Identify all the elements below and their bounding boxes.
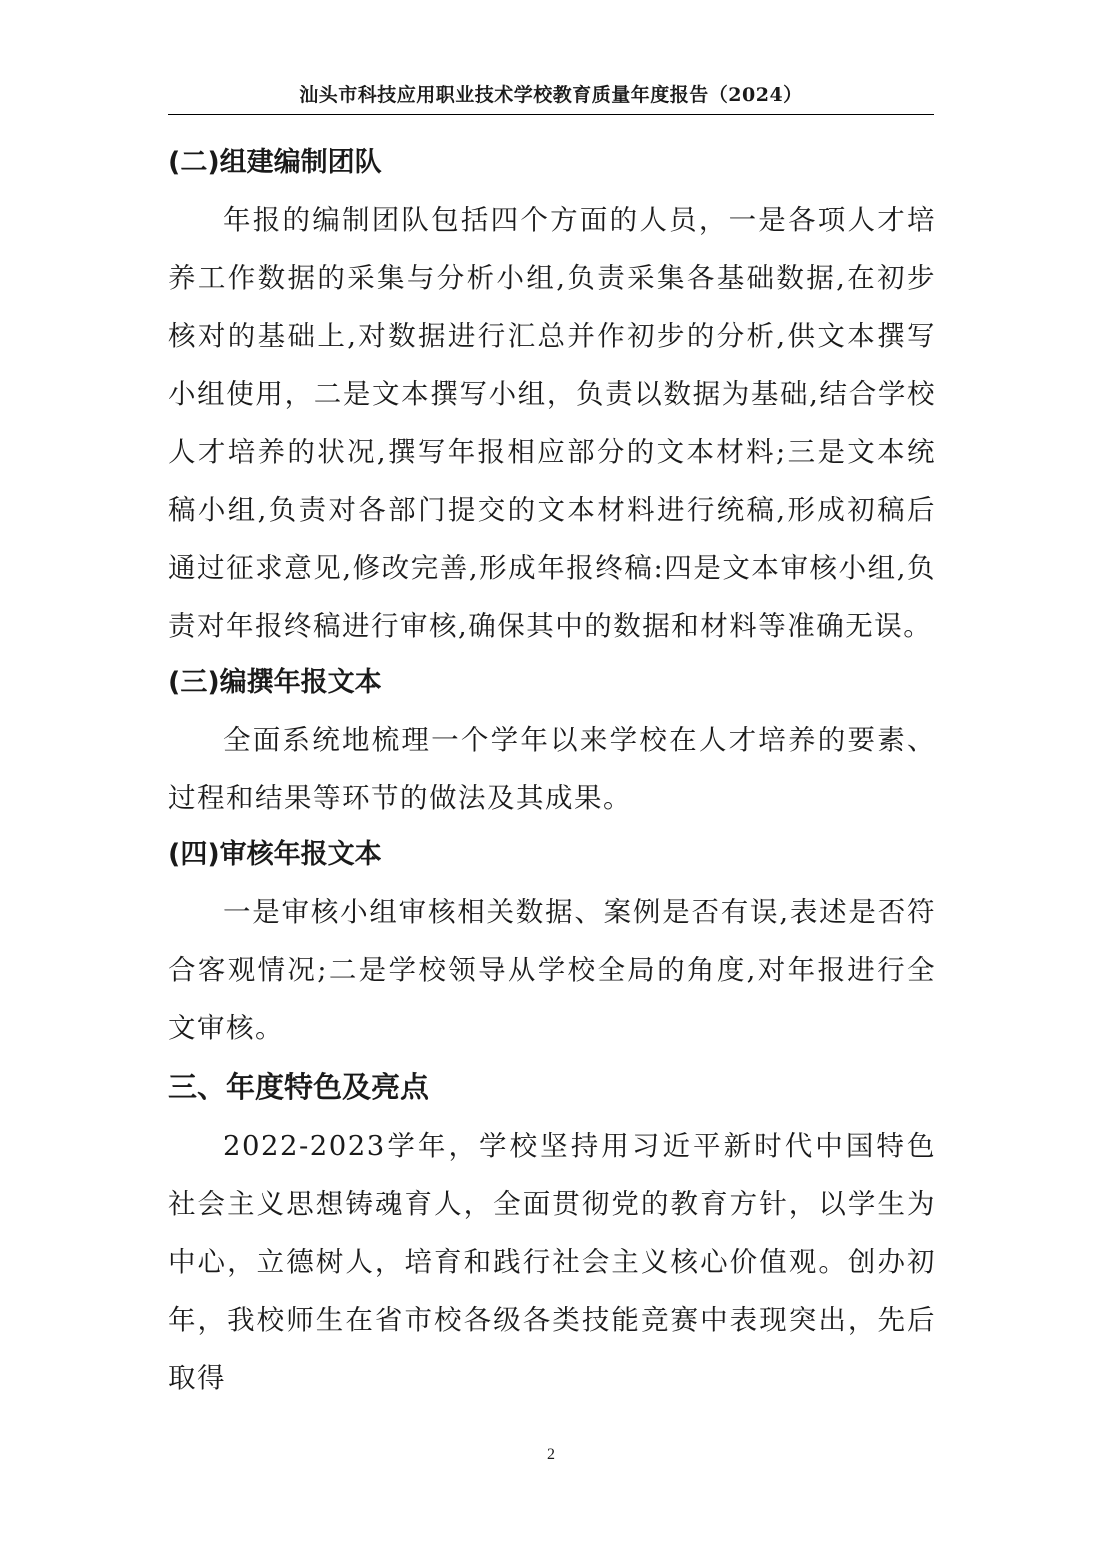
- heading-team: (二)组建编制团队: [168, 147, 382, 178]
- paragraph-highlights: 2022-2023学年，学校坚持用习近平新时代中国特色社会主义思想铸魂育人，全面贯彻党的教育方针，以学生为中心，立德树人，培育和践行社会主义核心价值观。创办初年，我校师生在省市校各级各类技能竞赛中表现突出，先后取得: [168, 1130, 936, 1394]
- heading-review: (四)审核年报文本: [168, 839, 382, 870]
- paragraph-review: 一是审核小组审核相关数据、案例是否有误,表述是否符合客观情况;二是学校领导从学校全局的角度,对年报进行全文审核。: [168, 896, 936, 1044]
- heading-writing: (三)编撰年报文本: [168, 667, 382, 698]
- page-content: [168, 135, 936, 1407]
- heading-highlights: 三、年度特色及亮点: [168, 1070, 430, 1104]
- page-number: 2: [547, 1446, 555, 1463]
- paragraph-writing: 全面系统地梳理一个学年以来学校在人才培养的要素、过程和结果等环节的做法及其成果。: [168, 724, 936, 814]
- header-divider: [168, 114, 934, 115]
- paragraph-team: 年报的编制团队包括四个方面的人员，一是各项人才培养工作数据的采集与分析小组,负责采集各基础数据,在初步核对的基础上,对数据进行汇总并作初步的分析,供文本撰写小组使用，二是文本撰写小组，负责以数据为基础,结合学校人才培养的状况,撰写年报相应部分的文本材料;三是文本统稿小组,负责对各部门提交的文本材料进行统稿,形成初稿后通过征求意见,修改完善,形成年报终稿:四是文本审核小组,负责对年报终稿进行审核,确保其中的数据和材料等准确无误。: [168, 204, 936, 642]
- running-header: 汕头市科技应用职业技术学校教育质量年度报告（2024）: [299, 84, 803, 106]
